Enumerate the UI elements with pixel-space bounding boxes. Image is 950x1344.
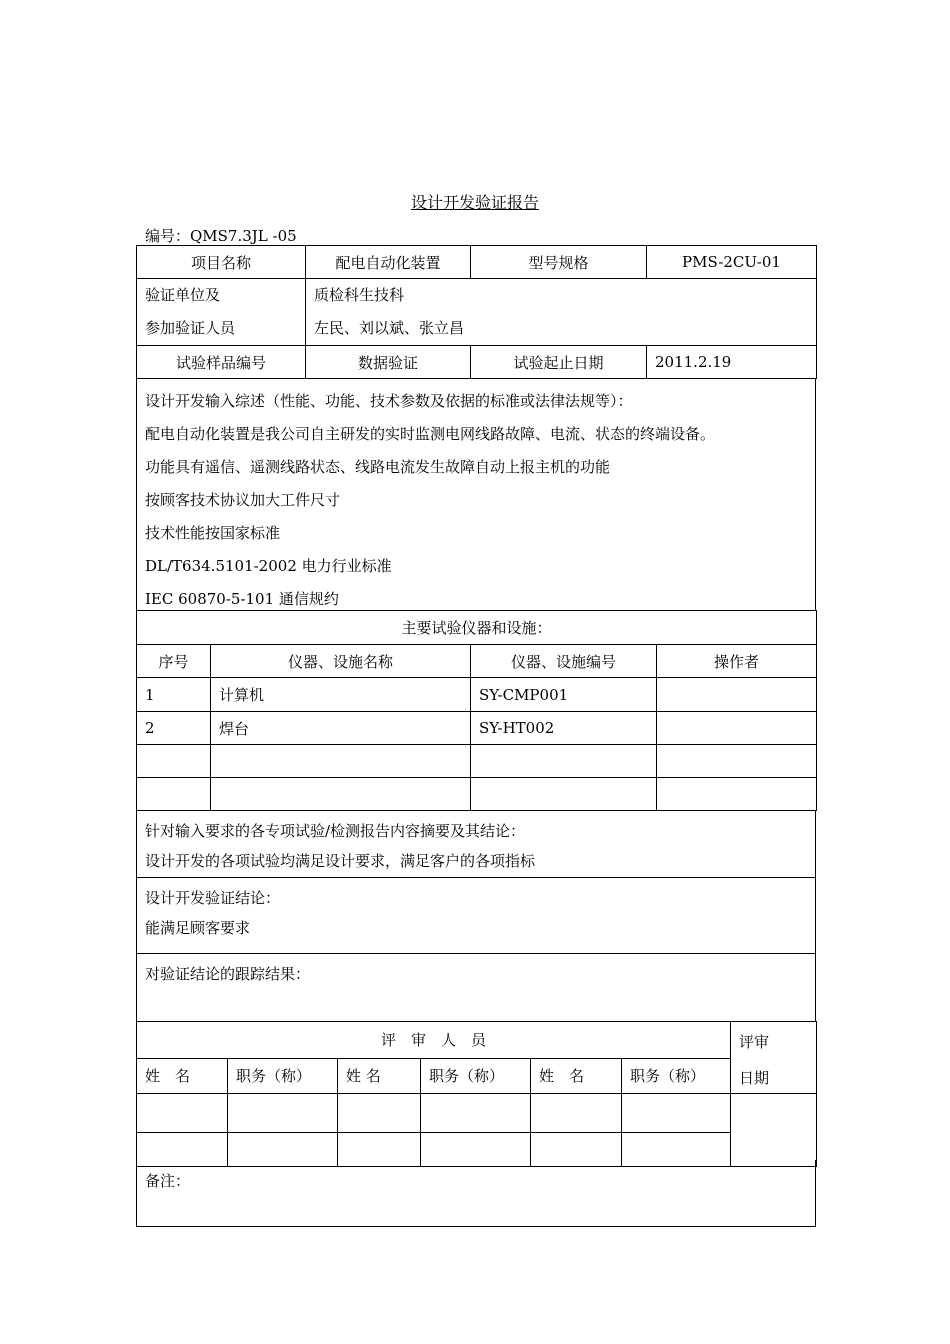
reviewer-cell xyxy=(137,1094,228,1133)
instruments-block xyxy=(136,610,816,811)
input-summary-line: 设计开发输入综述（性能、功能、技术参数及依据的标准或法律法规等）： xyxy=(145,392,633,410)
input-summary-line: IEC 60870-5-101 通信规约 xyxy=(145,590,339,608)
input-summary-line: DL/T634.5101-2002 电力行业标准 xyxy=(145,557,392,575)
instrument-name: 焊台 xyxy=(211,712,471,745)
instrument-operator xyxy=(657,745,817,778)
reviewer-cell xyxy=(421,1094,531,1133)
instrument-name xyxy=(211,778,471,811)
table-row xyxy=(137,745,817,778)
project-name-value: 配电自动化装置 xyxy=(306,246,471,279)
model-value: PMS-2CU-01 xyxy=(647,246,817,279)
table-row xyxy=(137,1094,817,1133)
verification-unit-value xyxy=(306,279,817,346)
instrument-operator xyxy=(657,712,817,745)
unit-label-line-1: 验证单位及 xyxy=(145,286,221,304)
input-summary-line: 按顾客技术协议加大工件尺寸 xyxy=(145,491,341,509)
instrument-seq: 2 xyxy=(137,712,211,745)
test-summary-section xyxy=(136,810,816,878)
column-header: 仪器、设施名称 xyxy=(211,645,471,678)
instruments-heading: 主要试验仪器和设施： xyxy=(137,611,817,645)
test-summary-line: 针对输入要求的各专项试验/检测报告内容摘要及其结论： xyxy=(145,822,526,840)
reviewer-cell xyxy=(228,1094,338,1133)
reviewer-name-header: 姓 名 xyxy=(137,1058,228,1093)
reviewers-heading: 评 审 人 员 xyxy=(137,1022,731,1059)
test-date-value: 2011.2.19 xyxy=(647,346,817,379)
page-title: 设计开发验证报告 xyxy=(410,193,539,212)
review-date-cell xyxy=(731,1094,817,1167)
conclusion-line: 能满足顾客要求 xyxy=(145,919,251,937)
instrument-seq xyxy=(137,745,211,778)
remarks-label: 备注： xyxy=(145,1172,191,1190)
reviewer-title-header: 职务（称） xyxy=(421,1058,531,1093)
instrument-operator xyxy=(657,778,817,811)
review-date-label xyxy=(731,1022,817,1094)
header-info-block xyxy=(136,245,816,379)
reviewer-title-header: 职务（称） xyxy=(228,1058,338,1093)
instrument-seq: 1 xyxy=(137,678,211,712)
table-row xyxy=(137,712,817,745)
project-name-label: 项目名称 xyxy=(137,246,306,279)
conclusion-section xyxy=(136,877,816,954)
reviewer-cell xyxy=(622,1094,731,1133)
test-summary-line: 设计开发的各项试验均满足设计要求，满足客户的各项指标 xyxy=(145,852,536,870)
column-header: 序号 xyxy=(137,645,211,678)
instrument-name xyxy=(211,745,471,778)
reviewer-cell xyxy=(531,1094,622,1133)
instrument-name: 计算机 xyxy=(211,678,471,712)
table-row xyxy=(137,778,817,811)
instrument-seq xyxy=(137,778,211,811)
instrument-operator xyxy=(657,678,817,712)
instruments-table xyxy=(136,610,817,811)
personnel-value: 左民、刘以斌、张立昌 xyxy=(314,319,465,337)
model-label: 型号规格 xyxy=(471,246,647,279)
instrument-code xyxy=(471,778,657,811)
reviewers-table xyxy=(136,1021,817,1167)
tracking-section xyxy=(136,953,816,1022)
reviewer-title-header: 职务（称） xyxy=(622,1058,731,1093)
header-info-table xyxy=(136,245,817,379)
reviewer-name-header: 姓 名 xyxy=(531,1058,622,1093)
input-summary-section xyxy=(136,379,816,611)
test-date-label: 试验起止日期 xyxy=(471,346,647,379)
review-date-label-line-2: 日期 xyxy=(739,1069,770,1087)
reviewer-cell xyxy=(338,1094,421,1133)
table-row xyxy=(137,678,817,712)
instrument-code: SY-CMP001 xyxy=(471,678,657,712)
conclusion-line: 设计开发验证结论： xyxy=(145,889,281,907)
unit-label-line-2: 参加验证人员 xyxy=(145,319,236,337)
instrument-code xyxy=(471,745,657,778)
verification-unit-label xyxy=(137,279,306,346)
column-header: 操作者 xyxy=(657,645,817,678)
input-summary-line: 功能具有遥信、遥测线路状态、线路电流发生故障自动上报主机的功能 xyxy=(145,458,611,476)
remarks-section xyxy=(136,1160,816,1227)
reviewer-name-header: 姓 名 xyxy=(338,1058,421,1093)
sample-no-value: 数据验证 xyxy=(306,346,471,379)
unit-value: 质检科生技科 xyxy=(314,286,405,304)
document-number: 编号：QMS7.3JL -05 xyxy=(145,227,297,245)
input-summary-line: 配电自动化装置是我公司自主研发的实时监测电网线路故障、电流、状态的终端设备。 xyxy=(145,425,716,443)
column-header: 仪器、设施编号 xyxy=(471,645,657,678)
review-date-label-line-1: 评审 xyxy=(739,1033,770,1051)
tracking-line: 对验证结论的跟踪结果： xyxy=(145,965,311,983)
input-summary-line: 技术性能按国家标准 xyxy=(145,524,281,542)
sample-no-label: 试验样品编号 xyxy=(137,346,306,379)
instrument-code: SY-HT002 xyxy=(471,712,657,745)
reviewers-block xyxy=(136,1021,816,1167)
